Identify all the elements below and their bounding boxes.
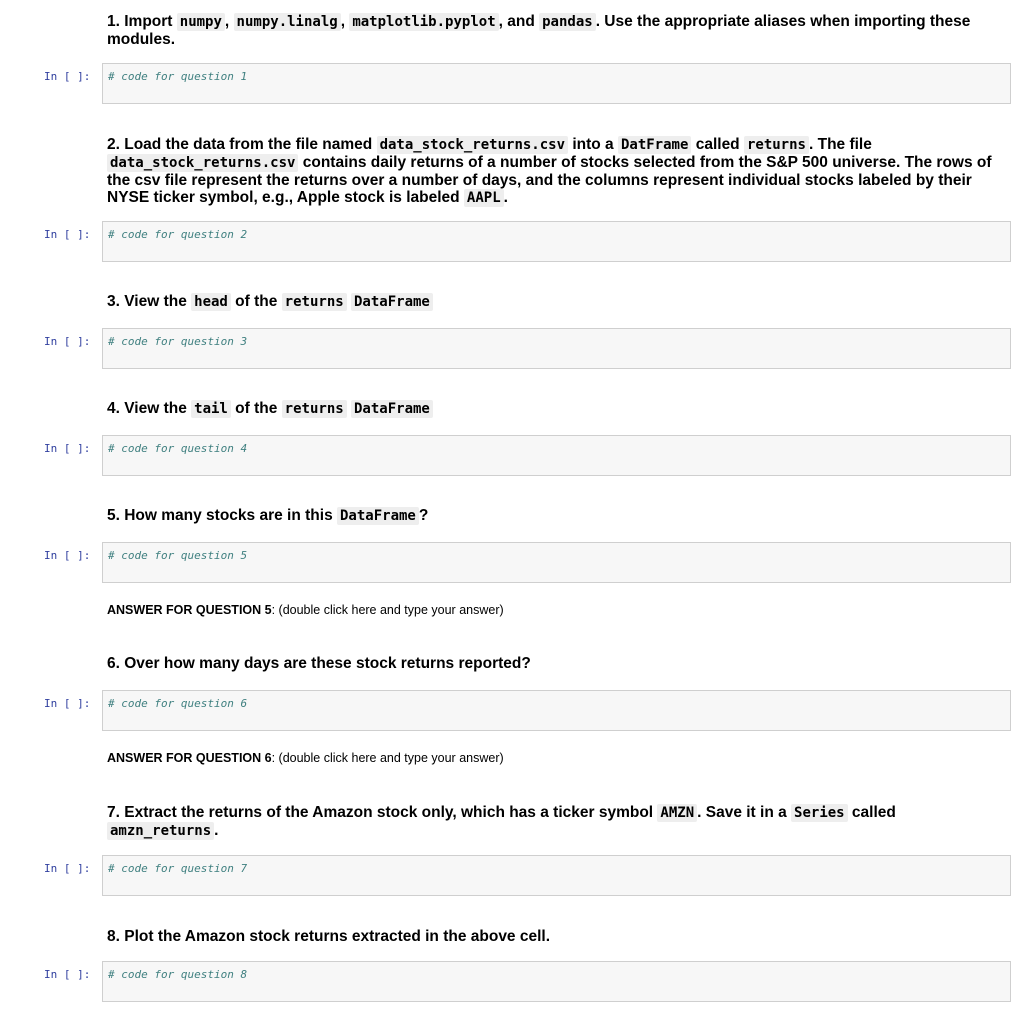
- code-amzn: AMZN: [657, 804, 697, 822]
- question-3-markdown[interactable]: [107, 293, 1007, 311]
- code-matplotlib: matplotlib.pyplot: [349, 13, 498, 31]
- code-head: head: [191, 293, 231, 311]
- question-8-markdown[interactable]: [107, 928, 1007, 945]
- text: ?: [418, 507, 429, 524]
- text: 8. Plot the Amazon stock returns extracted in the above cell.: [107, 928, 551, 945]
- question-1-markdown[interactable]: [107, 13, 1007, 48]
- text: , and: [498, 13, 540, 30]
- cell-prompt-5: In [ ]:: [44, 549, 91, 562]
- code-dataframe: DataFrame: [351, 400, 433, 418]
- code-filename: data_stock_returns.csv: [107, 154, 298, 172]
- code-aapl: AAPL: [464, 189, 504, 207]
- code-cell-3[interactable]: [102, 328, 1011, 369]
- text: contains daily returns of a number of stocks selected from the S&P 500 universe. The rows of the csv file represent the returns over a number of days, and the columns represent individual stocks labeled by their NYSE ticker symbol, e.g., Apple stock is labeled: [107, 154, 992, 206]
- code-comment: # code for question 4: [108, 442, 248, 455]
- text: of the: [230, 400, 282, 417]
- code-comment: # code for question 3: [108, 335, 248, 348]
- cell-prompt-8: In [ ]:: [44, 968, 91, 981]
- answer-5-markdown[interactable]: [107, 603, 1007, 618]
- code-series: Series: [791, 804, 848, 822]
- question-6-markdown[interactable]: [107, 655, 1007, 672]
- question-7-markdown[interactable]: [107, 804, 1007, 840]
- text: 6. Over how many days are these stock returns reported?: [107, 655, 531, 672]
- code-datframe: DatFrame: [618, 136, 691, 154]
- code-dataframe: DataFrame: [337, 507, 419, 525]
- code-cell-8[interactable]: [102, 961, 1011, 1002]
- answer-6-markdown[interactable]: [107, 751, 1007, 766]
- text: 7. Extract the returns of the Amazon stock only, which has a ticker symbol: [107, 804, 658, 821]
- text: into a: [568, 136, 618, 153]
- code-returns: returns: [282, 293, 347, 311]
- code-cell-5[interactable]: [102, 542, 1011, 583]
- code-comment: # code for question 5: [108, 549, 248, 562]
- code-dataframe: DataFrame: [351, 293, 433, 311]
- code-cell-7[interactable]: [102, 855, 1011, 896]
- code-comment: # code for question 6: [108, 697, 248, 710]
- answer-label: ANSWER FOR QUESTION 5: [107, 603, 272, 617]
- code-comment: # code for question 1: [108, 70, 248, 83]
- code-tail: tail: [191, 400, 231, 418]
- question-2-markdown[interactable]: [107, 136, 1007, 207]
- cell-prompt-1: In [ ]:: [44, 70, 91, 83]
- text: 5. How many stocks are in this: [107, 507, 337, 524]
- cell-prompt-4: In [ ]:: [44, 442, 91, 455]
- code-comment: # code for question 8: [108, 968, 248, 981]
- text: . Save it in a: [697, 804, 792, 821]
- answer-placeholder: : (double click here and type your answer): [271, 751, 504, 765]
- code-numpy-linalg: numpy.linalg: [234, 13, 341, 31]
- code-pandas: pandas: [539, 13, 596, 31]
- code-cell-1[interactable]: [102, 63, 1011, 104]
- answer-label: ANSWER FOR QUESTION 6: [107, 751, 272, 765]
- code-returns: returns: [744, 136, 809, 154]
- code-cell-2[interactable]: [102, 221, 1011, 262]
- code-cell-6[interactable]: [102, 690, 1011, 731]
- code-cell-4[interactable]: [102, 435, 1011, 476]
- text: . The file: [808, 136, 872, 153]
- text: 2. Load the data from the file named: [107, 136, 377, 153]
- code-amzn-returns: amzn_returns: [107, 822, 214, 840]
- answer-placeholder: : (double click here and type your answer): [271, 603, 504, 617]
- text: of the: [230, 293, 282, 310]
- text: ,: [224, 13, 234, 30]
- text: called: [847, 804, 896, 821]
- code-comment: # code for question 2: [108, 228, 248, 241]
- cell-prompt-2: In [ ]:: [44, 228, 91, 241]
- text: 3. View the: [107, 293, 192, 310]
- cell-prompt-3: In [ ]:: [44, 335, 91, 348]
- code-comment: # code for question 7: [108, 862, 248, 875]
- code-numpy: numpy: [177, 13, 225, 31]
- code-returns: returns: [282, 400, 347, 418]
- text: ,: [340, 13, 350, 30]
- text: .: [214, 822, 219, 839]
- text: 4. View the: [107, 400, 192, 417]
- question-4-markdown[interactable]: [107, 400, 1007, 418]
- text: called: [691, 136, 744, 153]
- cell-prompt-7: In [ ]:: [44, 862, 91, 875]
- text: .: [503, 189, 508, 206]
- text: . Use the appropriate aliases when importing these modules.: [107, 13, 971, 48]
- cell-prompt-6: In [ ]:: [44, 697, 91, 710]
- code-filename: data_stock_returns.csv: [377, 136, 568, 154]
- question-5-markdown[interactable]: [107, 507, 1007, 525]
- text: 1. Import: [107, 13, 177, 30]
